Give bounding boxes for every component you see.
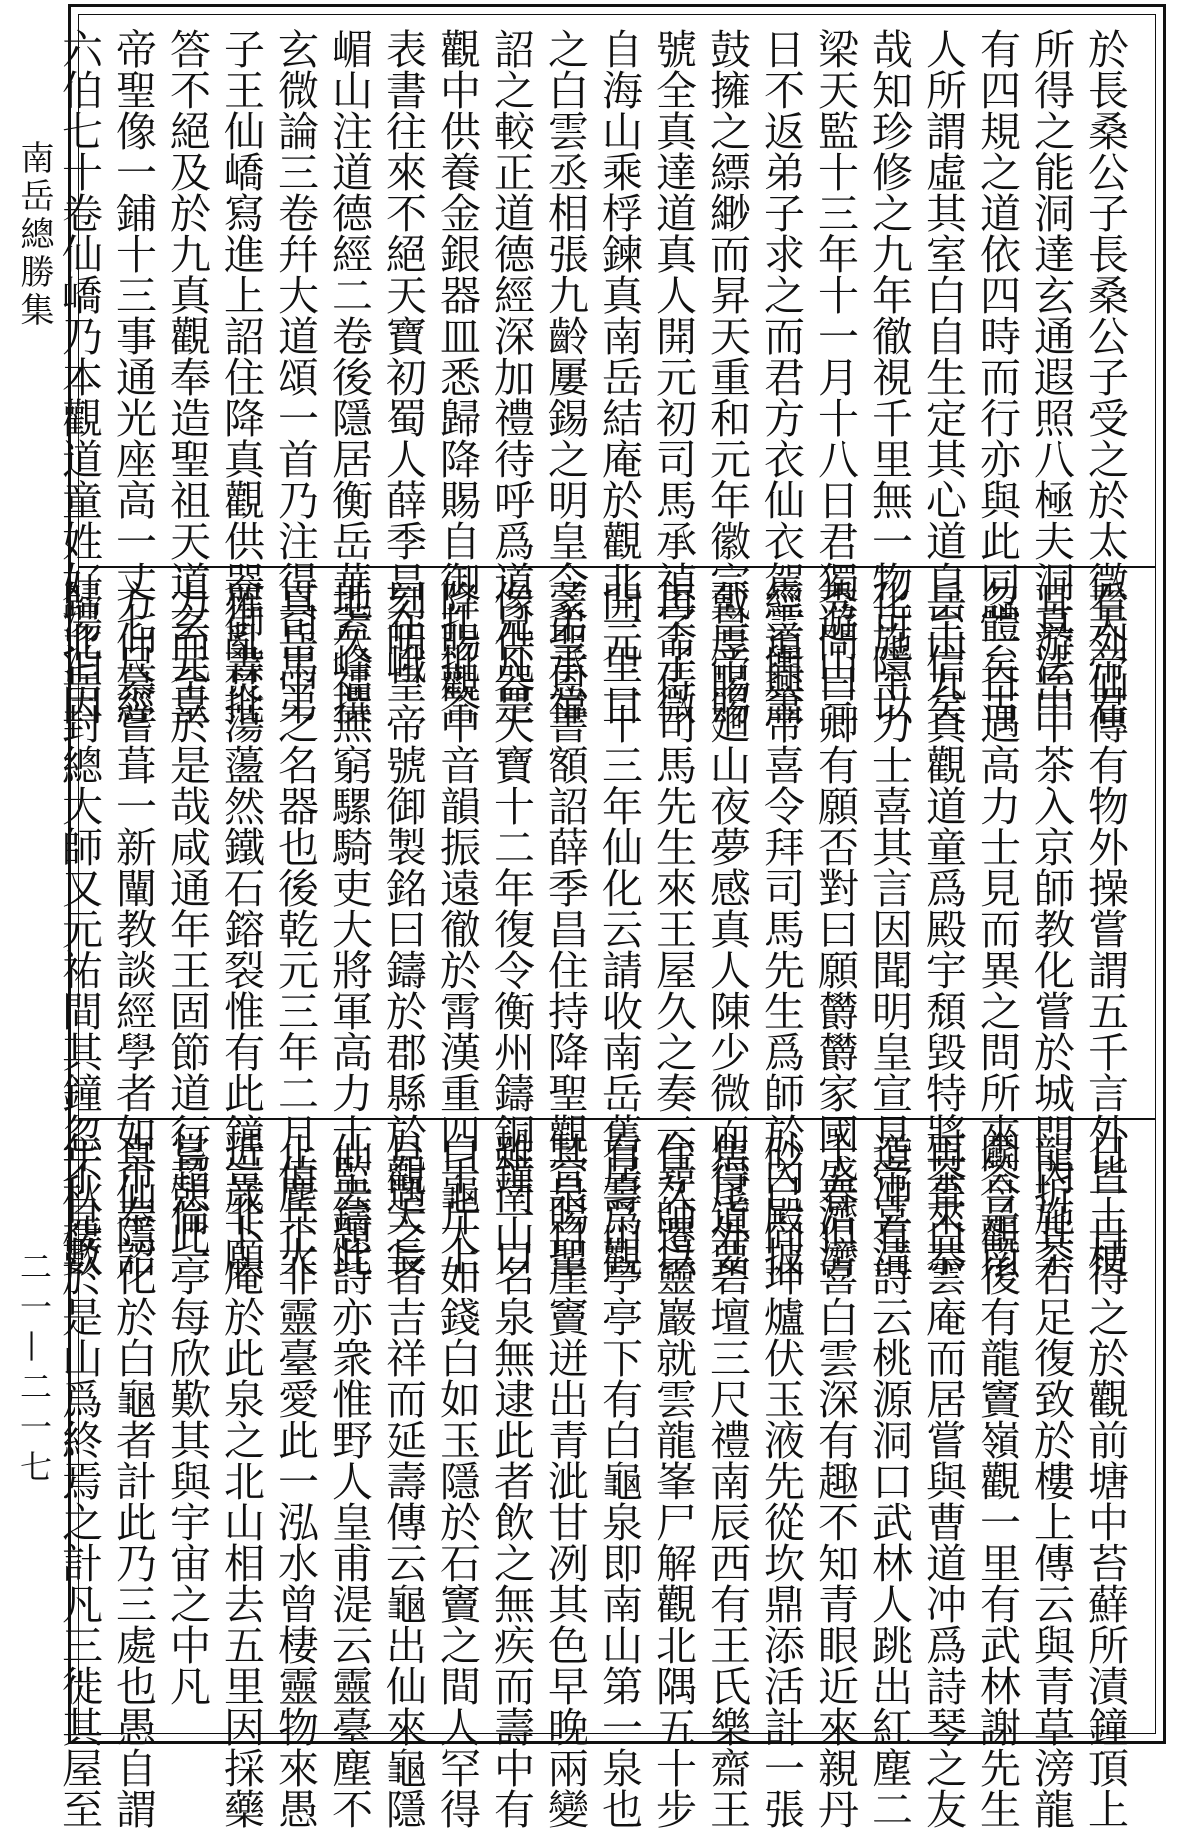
text-column: 方仰慕嘗葺一新闡教談經學者如市奉詔 [109, 580, 157, 1277]
text-column: 其泉自崖竇迸出青泚甘冽其色早晚兩變 [541, 1132, 589, 1829]
text-column: 化施主力士喜其言因聞明皇宣見帝喜清 [865, 580, 913, 1277]
text-column: 於長桑公子長桑公子受之於太微天帝君 [1081, 28, 1129, 725]
text-column: 十春但喜白雲深有趣不知青眼近來親丹 [811, 1132, 859, 1829]
text-column: 蒙聖恩書額詔薛季昌住持降聖觀宣賜聖 [541, 580, 589, 1277]
text-column: 像供器天寶十二年復令衡州鑄銅鐘一口 [487, 580, 535, 1277]
text-column: 罹亂焚蕩蘯然鐵石鎔裂惟有此鐘豈非願 [217, 580, 265, 1277]
text-column: 止塵止非靈臺愛此一泓水曾棲靈物來愚 [271, 1132, 319, 1829]
text-column: 住久遷靈巖就雲龍峯尸解觀北隅五十步 [649, 1132, 697, 1829]
text-column: 梁天監十三年十一月十八日君獨遊山三 [811, 28, 859, 725]
text-block-1 [55, 16, 1154, 725]
text-column: 號全真達道真人開元初司馬承禎字子微 [649, 28, 697, 725]
text-column: 表書往來不絕天寶初蜀人薛季昌在峨 [379, 28, 427, 684]
text-column: 有四規之道依四時而行亦與此同體矣古 [973, 28, 1021, 725]
text-column: 白龜大如錢白如玉隱於石竇之間人罕得 [433, 1132, 481, 1829]
text-column: 嵋山注道德經二卷後隱居衡岳華蓋峰撰 [325, 28, 373, 725]
text-column: 子王仙嶠寫進上詔住降真觀供器御書批 [217, 28, 265, 725]
text-column: 地久福無窮騾騎吏大將軍高力士監鑄此 [325, 580, 373, 1277]
text-block-3 [55, 1120, 1154, 1829]
text-column: 人所謂虛其室白自生定其心道自至信矣 [919, 28, 967, 725]
text-column: 道冲有詩云桃源洞口武林人跳出紅塵二 [865, 1132, 913, 1829]
text-column: 答不絕及於九真觀奉造聖祖天道玄元皇 [163, 28, 211, 725]
text-column: 有壽山亭亭下有白龜泉即南山第一泉也 [595, 1132, 643, 1829]
text-column: 詔之較正道德經深加禮待呼爲道兄凡是 [487, 28, 535, 725]
text-column: 日不返弟子求之而君方衣仙衣駕雲輿簫 [757, 28, 805, 725]
text-column: 鼓擁之縹緲而昇天重和元年徽宗皇帝賜 [703, 28, 751, 725]
text-column: 哉知珍修之九年徹視千里無一物可隱以 [865, 28, 913, 725]
text-column: 鬬今觀後有龍竇嶺觀一里有武林謝先生 [973, 1132, 1021, 1829]
text-column: 再葺白雲庵而居嘗與曹道冲爲詩琴之友 [919, 1132, 967, 1829]
text-column: 帝聖像一鋪十三事通光座高一丈七尺經 [109, 28, 157, 725]
column-group [50, 28, 1130, 725]
text-column: 看列仙傳有物外操嘗謂五千言外皆土梗 [1081, 580, 1129, 1277]
text-column: 六伯七十卷仙嶠乃本觀道童姓好湯泊因 [55, 28, 103, 725]
text-column: 秀問曰卿有願否對曰願欝欝家國盛濟濟 [811, 580, 859, 1277]
text-column: 見遇之者吉祥而延壽傳云龜出仙來龜隱 [379, 1132, 427, 1829]
text-column: 日一日得之於觀前塘中苔蘚所漬鐘頂上 [1081, 1132, 1129, 1829]
text-column: 刻明皇帝號御製銘曰鑄於郡縣於觀天長 [379, 580, 427, 1277]
text-block-2 [55, 568, 1154, 1277]
text-column: 雖南山名泉無逮此者飲之無疾而壽中有 [487, 1132, 535, 1829]
text-column: 之白雲丞相張九齡屢錫之明皇令弟承禕 [541, 28, 589, 725]
text-column: 戴厚賜廻山夜夢感真人陳少微而得道要 [703, 580, 751, 1277]
text-column: 真岳中之名器也後乾元三年二月值兵火 [271, 580, 319, 1277]
text-column: 砂已向坤爐伏玉液先從坎鼎添活計一張 [757, 1132, 805, 1829]
text-column: 自海山乘桴鍊真南岳結庵於觀北一里目 [595, 28, 643, 725]
text-column: 經道興帝喜令拜司馬先生爲師於內殿披 [757, 580, 805, 1277]
text-column: 玄微論三卷幷大道頌一首乃注得司馬弟 [271, 28, 319, 725]
text-column: 觀中供養金銀器皿悉歸降賜自御扎批答 [433, 28, 481, 725]
text-column: 降賜觀中音韻振遠徹於霄漢重四千斤上 [433, 580, 481, 1277]
text-column: 歸北岳封總大師又元祐間其鐘忽不見數 [55, 580, 103, 1277]
text-column: 真仙隱化於白龜者計此乃三處也愚自謂 [109, 1132, 157, 1829]
text-column: 所得之能洞達玄通遐照八極夫洞真法中 [1027, 28, 1075, 725]
column-group [50, 1132, 1130, 1829]
text-column: 嘗憩此亭每欣歎其與宇宙之中凡 [163, 1132, 211, 1706]
text-column: 近歲卜庵於此泉之北山相去五里因採藥 [217, 1132, 265, 1829]
text-column: 岳山九真觀道童爲殿宇頹毀特將茶來恭 [919, 580, 967, 1277]
text-column: 仙去題詩亦衆惟野人皇甫湜云靈臺塵不 [325, 1132, 373, 1829]
text-column: 年秋棲於是山爲終焉之計凡三徙其屋至 [55, 1132, 103, 1829]
text-column: 龍折其右足復致於樓上傳云與青草滂龍 [1027, 1132, 1075, 1829]
text-column: 耳游岳中茶入京師教化嘗於城門內施茶 [1027, 580, 1075, 1277]
text-column: 再命侍司馬先生來王屋久之奏云尋師以 [649, 580, 697, 1277]
column-group [50, 580, 1130, 1277]
text-column: 力而至於是哉咸通年王固節道行超倫一 [163, 580, 211, 1277]
text-column: 忽一日遇高力士見而異之問所來答是南 [973, 580, 1021, 1277]
text-column: 開元二十三年仙化云請收南岳舊居爲觀 [595, 580, 643, 1277]
text-column: 焦尾外碧壇三尺禮南辰西有王氏樂齋王 [703, 1132, 751, 1829]
page-number: 二一—二一七 [15, 1250, 53, 1490]
book-title: 南岳總勝集 [14, 140, 54, 330]
